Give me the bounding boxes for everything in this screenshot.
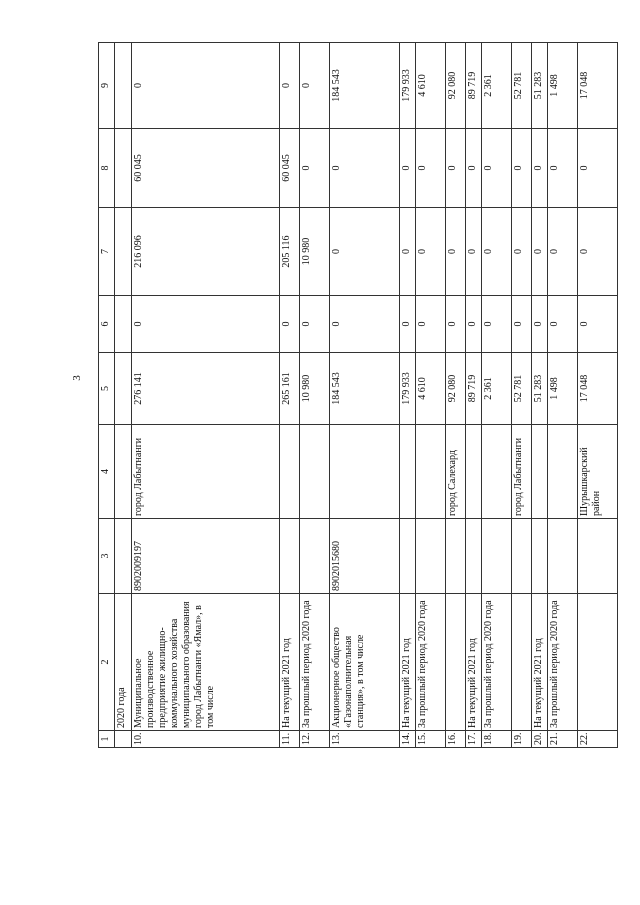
- cell-c7: 0: [482, 208, 512, 296]
- cell-c9: 4 610: [416, 43, 446, 129]
- cell-c5: 265 161: [280, 353, 300, 425]
- cell-c8: 0: [548, 129, 578, 208]
- data-table: [98, 42, 618, 748]
- cell-c9: 89 719: [466, 43, 482, 129]
- header-cell: 2: [99, 594, 115, 731]
- cell-inn: [416, 519, 446, 594]
- cell-inn: [578, 519, 618, 594]
- cell-c7: 10 980: [300, 208, 330, 296]
- cell-c9: 0: [300, 43, 330, 129]
- cell-c8: 0: [578, 129, 618, 208]
- cell-inn: [300, 519, 330, 594]
- cell-c9: 184 543: [330, 43, 400, 129]
- cell-place: город Лабытнанги: [512, 425, 532, 519]
- table-row: [132, 43, 280, 748]
- cell-name: Акционерное общество «Газонаполнительная станция», в том числе: [330, 594, 400, 731]
- rotated-table-container: [98, 43, 610, 748]
- cell-c5: 17 048: [578, 353, 618, 425]
- cell-inn: 8902015680: [330, 519, 400, 594]
- cell-c8: 0: [532, 129, 548, 208]
- cell-n: 18.: [482, 731, 512, 748]
- cell-name: [446, 594, 466, 731]
- cell-n: 10.: [132, 731, 280, 748]
- cell-c9: 0: [132, 43, 280, 129]
- cell-place: [466, 425, 482, 519]
- cell-c5: 276 141: [132, 353, 280, 425]
- cell-name: За прошлый период 2020 года: [300, 594, 330, 731]
- cell-name: На текущий 2021 год: [466, 594, 482, 731]
- cell-place: [330, 425, 400, 519]
- cell-c5: 10 980: [300, 353, 330, 425]
- cell-c7: 0: [578, 208, 618, 296]
- cell-n: 13.: [330, 731, 400, 748]
- cell-c6: 0: [400, 296, 416, 353]
- cell-inn: [482, 519, 512, 594]
- cell-place: [300, 425, 330, 519]
- cell-c7: 0: [532, 208, 548, 296]
- cell-place: [532, 425, 548, 519]
- cell-n: 16.: [446, 731, 466, 748]
- cell-name: За прошлый период 2020 года: [548, 594, 578, 731]
- cell-c5: 2 361: [482, 353, 512, 425]
- cell-place: [416, 425, 446, 519]
- cell-c8: 0: [482, 129, 512, 208]
- cell-place: [548, 425, 578, 519]
- header-cell: 8: [99, 129, 115, 208]
- cell-c7: 205 116: [280, 208, 300, 296]
- cell-c7: 0: [548, 208, 578, 296]
- cell-inn: [466, 519, 482, 594]
- cell-c8: 60 045: [280, 129, 300, 208]
- continuation-text: 2020 года: [115, 594, 132, 731]
- cell-c8: 0: [512, 129, 532, 208]
- header-cell: 3: [99, 519, 115, 594]
- cell-c6: 0: [578, 296, 618, 353]
- cell-c6: 0: [280, 296, 300, 353]
- cell-c6: 0: [330, 296, 400, 353]
- table-row: [280, 43, 300, 748]
- continuation-row: [115, 43, 132, 748]
- table-row: [400, 43, 416, 748]
- cell-n: 21.: [548, 731, 578, 748]
- header-cell: 4: [99, 425, 115, 519]
- cell-n: 12.: [300, 731, 330, 748]
- cell-c9: 2 361: [482, 43, 512, 129]
- cell-c5: 51 283: [532, 353, 548, 425]
- table-row: [578, 43, 618, 748]
- table-row: [482, 43, 512, 748]
- cell-c7: 0: [416, 208, 446, 296]
- cell-c7: 0: [466, 208, 482, 296]
- cell-c6: 0: [512, 296, 532, 353]
- cell-c7: 216 096: [132, 208, 280, 296]
- cell-c5: 52 781: [512, 353, 532, 425]
- cell-name: [512, 594, 532, 731]
- cell-place: [482, 425, 512, 519]
- cell-c5: 184 543: [330, 353, 400, 425]
- table-row: [512, 43, 532, 748]
- cell: [115, 129, 132, 208]
- cell-c5: 4 610: [416, 353, 446, 425]
- cell-c5: 179 933: [400, 353, 416, 425]
- cell-name: За прошлый период 2020 года: [482, 594, 512, 731]
- cell-c8: 0: [400, 129, 416, 208]
- table-row: [330, 43, 400, 748]
- cell-inn: 8902009197: [132, 519, 280, 594]
- cell: [115, 731, 132, 748]
- cell-place: [400, 425, 416, 519]
- table-row: [532, 43, 548, 748]
- cell-c9: 1 498: [548, 43, 578, 129]
- cell-c8: 60 045: [132, 129, 280, 208]
- table-body: [99, 43, 618, 748]
- cell-place: город Салехард: [446, 425, 466, 519]
- cell-c8: 0: [300, 129, 330, 208]
- cell-n: 15.: [416, 731, 446, 748]
- cell: [115, 208, 132, 296]
- cell-c6: 0: [548, 296, 578, 353]
- cell-c7: 0: [512, 208, 532, 296]
- cell-c6: 0: [446, 296, 466, 353]
- cell-c9: 17 048: [578, 43, 618, 129]
- header-cell: 1: [99, 731, 115, 748]
- cell-c9: 179 933: [400, 43, 416, 129]
- cell-c8: 0: [416, 129, 446, 208]
- cell-c7: 0: [446, 208, 466, 296]
- cell-place: город Лабытнанги: [132, 425, 280, 519]
- cell-inn: [512, 519, 532, 594]
- cell: [115, 353, 132, 425]
- cell-c6: 0: [300, 296, 330, 353]
- cell-c6: 0: [416, 296, 446, 353]
- cell-c5: 92 080: [446, 353, 466, 425]
- cell-name: На текущий 2021 год: [280, 594, 300, 731]
- cell-c7: 0: [330, 208, 400, 296]
- page-number: 3: [70, 375, 83, 381]
- cell-c6: 0: [532, 296, 548, 353]
- cell-n: 19.: [512, 731, 532, 748]
- cell-inn: [280, 519, 300, 594]
- cell-c7: 0: [400, 208, 416, 296]
- cell: [115, 296, 132, 353]
- cell-n: 20.: [532, 731, 548, 748]
- cell-c6: 0: [132, 296, 280, 353]
- header-row: [99, 43, 115, 748]
- table-row: [446, 43, 466, 748]
- table-row: [466, 43, 482, 748]
- cell-c9: 92 080: [446, 43, 466, 129]
- cell-name: За прошлый период 2020 года: [416, 594, 446, 731]
- header-cell: 5: [99, 353, 115, 425]
- cell-n: 17.: [466, 731, 482, 748]
- table-row: [300, 43, 330, 748]
- cell-n: 11.: [280, 731, 300, 748]
- table-row: [416, 43, 446, 748]
- cell: [115, 43, 132, 129]
- cell-n: 22.: [578, 731, 618, 748]
- cell-name: На текущий 2021 год: [400, 594, 416, 731]
- cell-c9: 0: [280, 43, 300, 129]
- cell-name: На текущий 2021 год: [532, 594, 548, 731]
- cell-n: 14.: [400, 731, 416, 748]
- cell-inn: [400, 519, 416, 594]
- cell-c8: 0: [466, 129, 482, 208]
- cell-place: [280, 425, 300, 519]
- cell: [115, 425, 132, 519]
- cell-c8: 0: [330, 129, 400, 208]
- cell-inn: [532, 519, 548, 594]
- cell-c5: 89 719: [466, 353, 482, 425]
- cell-inn: [548, 519, 578, 594]
- cell-place: Шурышкарский район: [578, 425, 618, 519]
- table-row: [548, 43, 578, 748]
- cell-c8: 0: [446, 129, 466, 208]
- cell: [115, 519, 132, 594]
- header-cell: 7: [99, 208, 115, 296]
- cell-c9: 51 283: [532, 43, 548, 129]
- header-cell: 9: [99, 43, 115, 129]
- cell-c6: 0: [482, 296, 512, 353]
- cell-inn: [446, 519, 466, 594]
- cell-c6: 0: [466, 296, 482, 353]
- cell-name: [578, 594, 618, 731]
- header-cell: 6: [99, 296, 115, 353]
- cell-c5: 1 498: [548, 353, 578, 425]
- cell-name: Муниципальное производственное предприятие жилищно-коммунального хозяйства муниципального образования город Лабытнанги «Ямал», в том числе: [132, 594, 280, 731]
- cell-c9: 52 781: [512, 43, 532, 129]
